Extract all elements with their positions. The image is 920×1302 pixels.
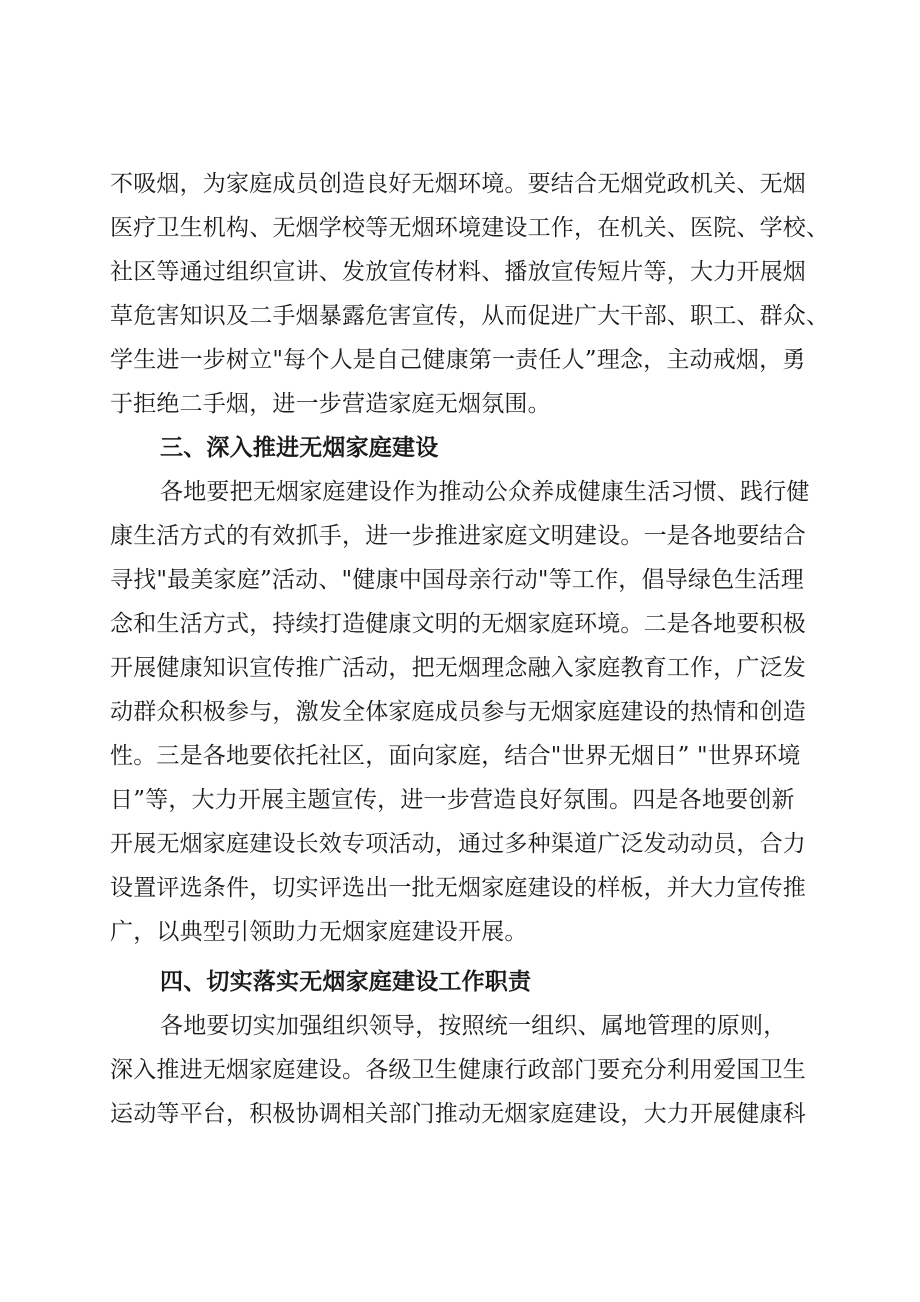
paragraph-line: 康生活方式的有效抓手，进一步推进家庭文明建设。一是各地要结合: [110, 523, 806, 549]
paragraph-line: 设置评选条件，切实评选出一批无烟家庭建设的样板，并大力宣传推: [110, 875, 806, 901]
paragraph-line: 医疗卫生机构、无烟学校等无烟环境建设工作，在机关、医院、学校、: [110, 215, 830, 241]
paragraph-line: 性。三是各地要依托社区，面向家庭，结合"世界无烟日” "世界环境: [110, 743, 801, 769]
paragraph-line: 各地要把无烟家庭建设作为推动公众养成健康生活习惯、践行健: [160, 479, 810, 505]
section-heading: 四、切实落实无烟家庭建设工作职责: [160, 969, 532, 995]
paragraph-line: 广，以典型引领助力无烟家庭建设开展。: [110, 919, 528, 945]
paragraph-line: 草危害知识及二手烟暴露危害宣传，从而促进广大干部、职工、群众、: [110, 303, 830, 329]
paragraph-line: 寻找"最美家庭”活动、"健康中国母亲行动"等工作，倡导绿色生活理: [110, 567, 804, 593]
paragraph-line: 社区等通过组织宣讲、发放宣传材料、播放宣传短片等，大力开展烟: [110, 259, 806, 285]
paragraph-line: 日”等，大力开展主题宣传，进一步营造良好氛围。四是各地要创新: [110, 787, 795, 813]
paragraph-line: 开展健康知识宣传推广活动，把无烟理念融入家庭教育工作，广泛发: [110, 655, 806, 681]
paragraph-line: 深入推进无烟家庭建设。各级卫生健康行政部门要充分利用爱国卫生: [110, 1057, 806, 1083]
paragraph-line: 于拒绝二手烟，进一步营造家庭无烟氛围。: [110, 391, 551, 417]
paragraph-line: 开展无烟家庭建设长效专项活动，通过多种渠道广泛发动动员，合力: [110, 831, 806, 857]
paragraph-line: 各地要切实加强组织领导，按照统一组织、属地管理的原则，: [160, 1013, 787, 1039]
paragraph-line: 学生进一步树立"每个人是自己健康第一责任人”理念，主动戒烟，勇: [110, 347, 806, 373]
paragraph-line: 念和生活方式，持续打造健康文明的无烟家庭环境。二是各地要积极: [110, 611, 806, 637]
section-heading: 三、深入推进无烟家庭建设: [160, 435, 439, 461]
paragraph-line: 不吸烟，为家庭成员创造良好无烟环境。要结合无烟党政机关、无烟: [110, 171, 806, 197]
paragraph-line: 动群众积极参与，激发全体家庭成员参与无烟家庭建设的热情和创造: [110, 699, 806, 725]
paragraph-line: 运动等平台，积极协调相关部门推动无烟家庭建设，大力开展健康科: [110, 1101, 806, 1127]
